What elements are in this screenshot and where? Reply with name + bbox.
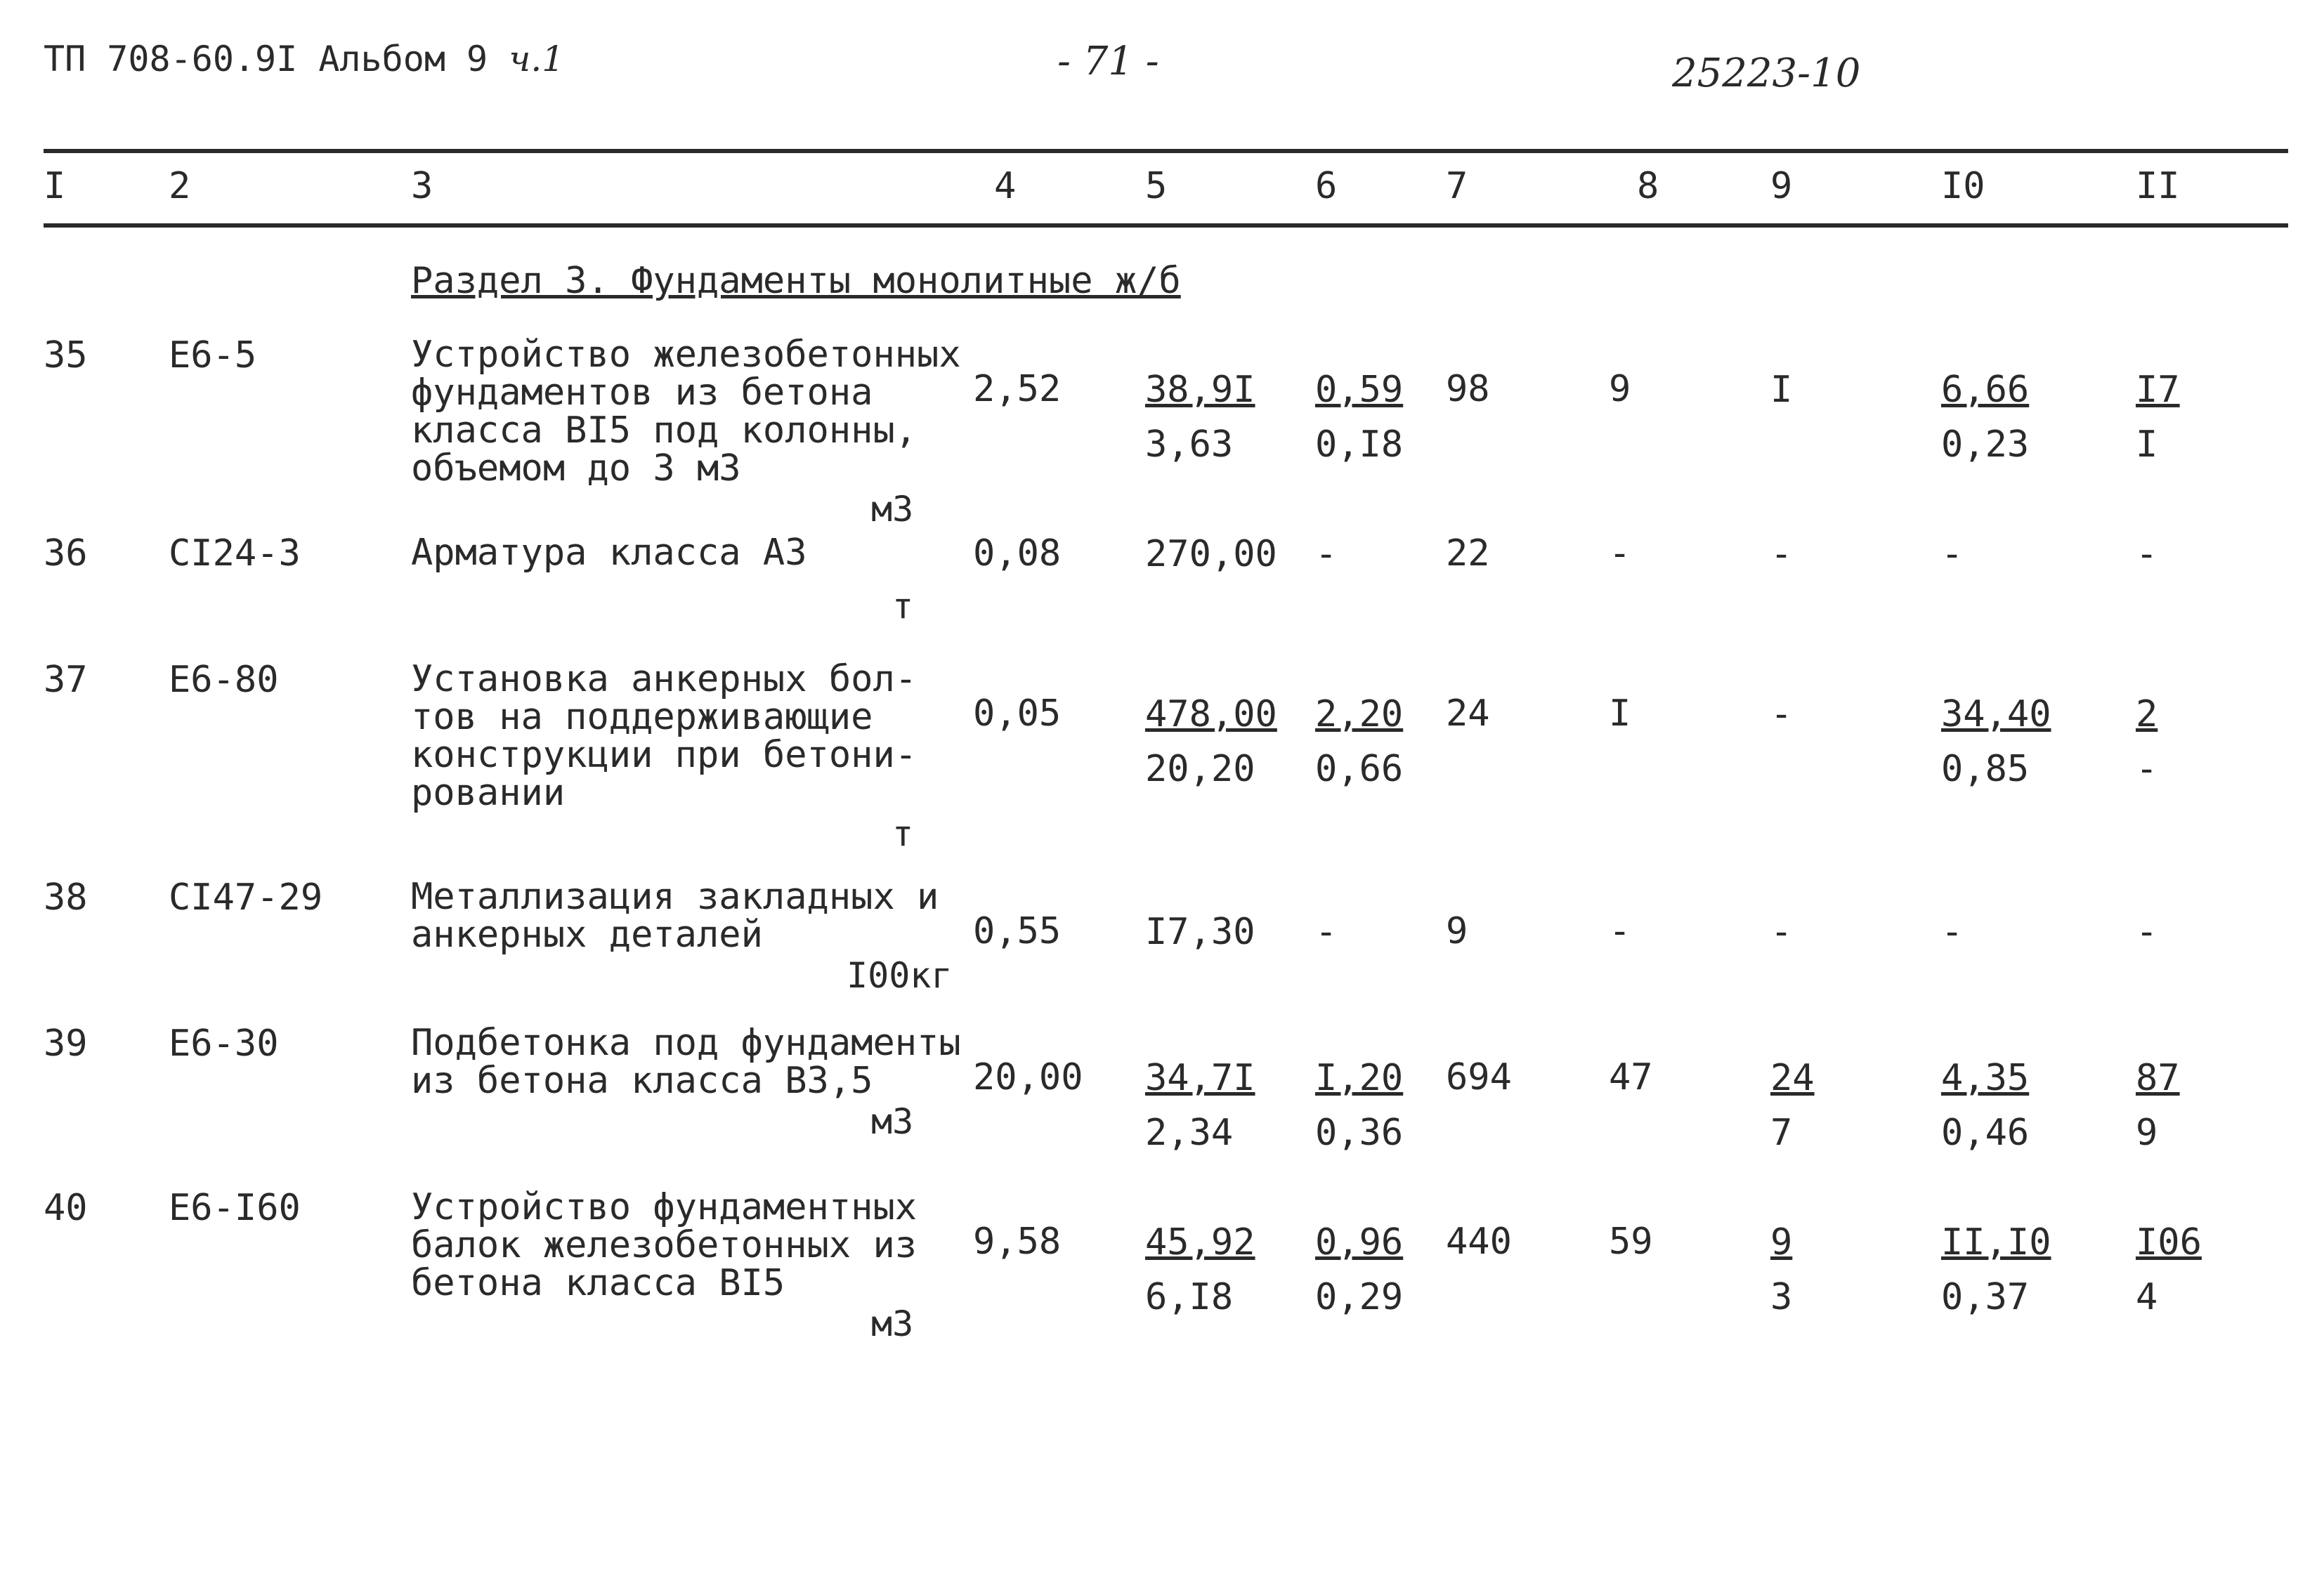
- labor-total-denominator: -: [2136, 748, 2158, 790]
- column-number-9: 9: [1770, 165, 1793, 207]
- unit-cost-numerator: 270,00: [1145, 533, 1277, 575]
- unit-wages: [1315, 527, 1337, 582]
- row-number: 39: [44, 1023, 88, 1065]
- machine-cost-numerator: -: [1770, 911, 1793, 953]
- labor-unit-denominator: 0,85: [1941, 748, 2030, 790]
- work-description: Арматура класса А3: [411, 532, 807, 574]
- labor-unit-numerator: II,I0: [1941, 1221, 2051, 1263]
- unit-wages: [1315, 1051, 1403, 1160]
- work-description: Подбетонка под фундаменты из бетона класса В3,5: [411, 1022, 961, 1102]
- machine-cost-numerator: 9: [1770, 1221, 1793, 1263]
- labor-unit-numerator: 34,40: [1941, 693, 2051, 735]
- norm-code: Е6-I60: [169, 1187, 301, 1229]
- row-number: 36: [44, 532, 88, 574]
- work-description: Металлизация закладных и анкерных деталей: [411, 876, 939, 956]
- unit-wages-denominator: 0,29: [1315, 1276, 1404, 1318]
- total-wages: 47: [1609, 1056, 1653, 1098]
- labor-total: [2136, 362, 2206, 472]
- labor-total: [2136, 905, 2157, 959]
- unit-cost: [1145, 1215, 1255, 1325]
- norm-code: Е6-5: [169, 334, 257, 376]
- quantity: 2,52: [973, 368, 1062, 410]
- unit-wages-denominator: 0,I8: [1315, 423, 1404, 466]
- unit-cost-numerator: 38,9I: [1145, 369, 1255, 411]
- total-wages: -: [1609, 532, 1631, 574]
- machine-cost-denominator: 7: [1770, 1112, 1793, 1154]
- labor-total: [2136, 1051, 2206, 1160]
- machine-cost: [1770, 905, 1792, 959]
- unit-wages-denominator: 0,36: [1315, 1112, 1404, 1154]
- unit-wages-numerator: 2,20: [1315, 693, 1404, 735]
- labor-total-numerator: -: [2136, 911, 2158, 953]
- table-top-rule: [44, 149, 2288, 153]
- column-number-3: 3: [411, 165, 433, 207]
- unit-cost-numerator: 34,7I: [1145, 1057, 1255, 1099]
- labor-total-numerator: I7: [2136, 369, 2180, 411]
- machine-cost-numerator: -: [1770, 533, 1793, 575]
- labor-unit: [1941, 362, 2029, 472]
- quantity: 0,05: [973, 692, 1062, 735]
- row-number: 35: [44, 334, 88, 376]
- labor-total-numerator: -: [2136, 533, 2158, 575]
- labor-unit-numerator: 4,35: [1941, 1057, 2030, 1099]
- labor-total: [2136, 687, 2206, 796]
- norm-code: СI24-3: [169, 532, 301, 574]
- quantity: 0,55: [973, 910, 1062, 952]
- sheet-code: 25223-10: [1672, 51, 1861, 96]
- unit-cost: [1145, 527, 1277, 582]
- unit-wages-denominator: 0,66: [1315, 748, 1404, 790]
- labor-total-denominator: 9: [2136, 1112, 2158, 1154]
- total-cost: 24: [1446, 692, 1490, 735]
- column-number-11: II: [2136, 165, 2180, 207]
- page-number: - 71 -: [1057, 39, 1159, 84]
- norm-code: Е6-80: [169, 659, 279, 701]
- machine-cost: [1770, 687, 1792, 742]
- labor-unit: [1941, 687, 2051, 796]
- labor-unit-numerator: 6,66: [1941, 369, 2030, 411]
- quantity: 0,08: [973, 532, 1062, 574]
- labor-total-numerator: 2: [2136, 693, 2158, 735]
- row-number: 37: [44, 659, 88, 701]
- unit-of-measure: т: [892, 813, 914, 854]
- total-wages: 59: [1609, 1221, 1653, 1263]
- unit-cost: [1145, 687, 1277, 796]
- unit-wages-numerator: 0,59: [1315, 369, 1404, 411]
- column-number-10: I0: [1941, 165, 1985, 207]
- labor-unit-numerator: -: [1941, 911, 1964, 953]
- norm-code: СI47-29: [169, 876, 323, 919]
- column-number-8: 8: [1637, 165, 1659, 207]
- unit-cost-denominator: 6,I8: [1145, 1276, 1234, 1318]
- column-number-4: 4: [994, 165, 1017, 207]
- labor-total-numerator: 87: [2136, 1057, 2180, 1099]
- column-number-1: I: [44, 165, 66, 207]
- column-number-2: 2: [169, 165, 191, 207]
- unit-cost-numerator: I7,30: [1145, 911, 1255, 953]
- unit-cost-numerator: 478,00: [1145, 693, 1277, 735]
- machine-cost-numerator: -: [1770, 693, 1793, 735]
- unit-wages-numerator: -: [1315, 911, 1338, 953]
- total-cost: 440: [1446, 1221, 1512, 1263]
- labor-total-denominator: I: [2136, 423, 2158, 466]
- row-number: 40: [44, 1187, 88, 1229]
- total-wages: 9: [1609, 368, 1631, 410]
- labor-unit: [1941, 905, 1963, 959]
- labor-total: [2136, 527, 2157, 582]
- machine-cost-numerator: I: [1770, 369, 1793, 411]
- machine-cost: [1770, 362, 1792, 417]
- unit-wages-numerator: 0,96: [1315, 1221, 1404, 1263]
- document-code: [44, 39, 564, 79]
- unit-cost: [1145, 362, 1255, 472]
- work-description: Устройство фундаментных балок железобетонных из бетона класса ВI5: [411, 1186, 918, 1304]
- column-number-5: 5: [1145, 165, 1168, 207]
- machine-cost: [1770, 527, 1792, 582]
- work-description: Устройство железобетонных фундаментов из бетона класса ВI5 под колонны, объемом до 3 м3: [411, 334, 961, 490]
- unit-wages: [1315, 362, 1403, 472]
- unit-wages: [1315, 1215, 1403, 1325]
- unit-wages: [1315, 905, 1337, 959]
- unit-of-measure: I00кг: [847, 955, 953, 996]
- row-number: 38: [44, 876, 88, 919]
- labor-unit-denominator: 0,46: [1941, 1112, 2030, 1154]
- machine-cost-numerator: 24: [1770, 1057, 1815, 1099]
- labor-total: [2136, 1215, 2206, 1325]
- quantity: 20,00: [973, 1056, 1083, 1098]
- total-cost: 694: [1446, 1056, 1512, 1098]
- total-wages: I: [1609, 692, 1631, 735]
- unit-of-measure: м3: [871, 1101, 914, 1142]
- total-cost: 22: [1446, 532, 1490, 574]
- column-number-6: 6: [1315, 165, 1338, 207]
- labor-unit-denominator: 0,37: [1941, 1276, 2030, 1318]
- unit-wages-numerator: I,20: [1315, 1057, 1404, 1099]
- unit-of-measure: т: [892, 586, 914, 626]
- unit-of-measure: м3: [871, 1304, 914, 1344]
- machine-cost: [1770, 1215, 1841, 1325]
- unit-cost-denominator: 3,63: [1145, 423, 1234, 466]
- unit-wages-numerator: -: [1315, 533, 1338, 575]
- work-description: Установка анкерных бол- тов на поддерживающие конструкции при бетони- ровании: [411, 658, 918, 814]
- labor-unit-denominator: 0,23: [1941, 423, 2030, 466]
- total-cost: 98: [1446, 368, 1490, 410]
- column-number-7: 7: [1446, 165, 1468, 207]
- section-title: Раздел 3. Фундаменты монолитные ж/б: [411, 260, 1181, 302]
- labor-total-numerator: I06: [2136, 1221, 2202, 1263]
- total-cost: 9: [1446, 910, 1468, 952]
- table-header-bottom-rule: [44, 223, 2288, 228]
- unit-cost-denominator: 2,34: [1145, 1112, 1234, 1154]
- labor-unit: [1941, 1051, 2029, 1160]
- machine-cost-denominator: 3: [1770, 1276, 1793, 1318]
- machine-cost: [1770, 1051, 1841, 1160]
- labor-unit-numerator: -: [1941, 533, 1964, 575]
- quantity: 9,58: [973, 1221, 1062, 1263]
- unit-cost: [1145, 905, 1255, 959]
- labor-unit: [1941, 1215, 2051, 1325]
- unit-cost-denominator: 20,20: [1145, 748, 1255, 790]
- unit-of-measure: м3: [871, 489, 914, 530]
- document-code-text: ТП 708-60.9I Альбом 9: [44, 39, 488, 79]
- norm-code: Е6-30: [169, 1023, 279, 1065]
- document-part: ч.1: [509, 39, 565, 79]
- unit-wages: [1315, 687, 1403, 796]
- labor-total-denominator: 4: [2136, 1276, 2158, 1318]
- total-wages: -: [1609, 910, 1631, 952]
- unit-cost-numerator: 45,92: [1145, 1221, 1255, 1263]
- unit-cost: [1145, 1051, 1255, 1160]
- labor-unit: [1941, 527, 1963, 582]
